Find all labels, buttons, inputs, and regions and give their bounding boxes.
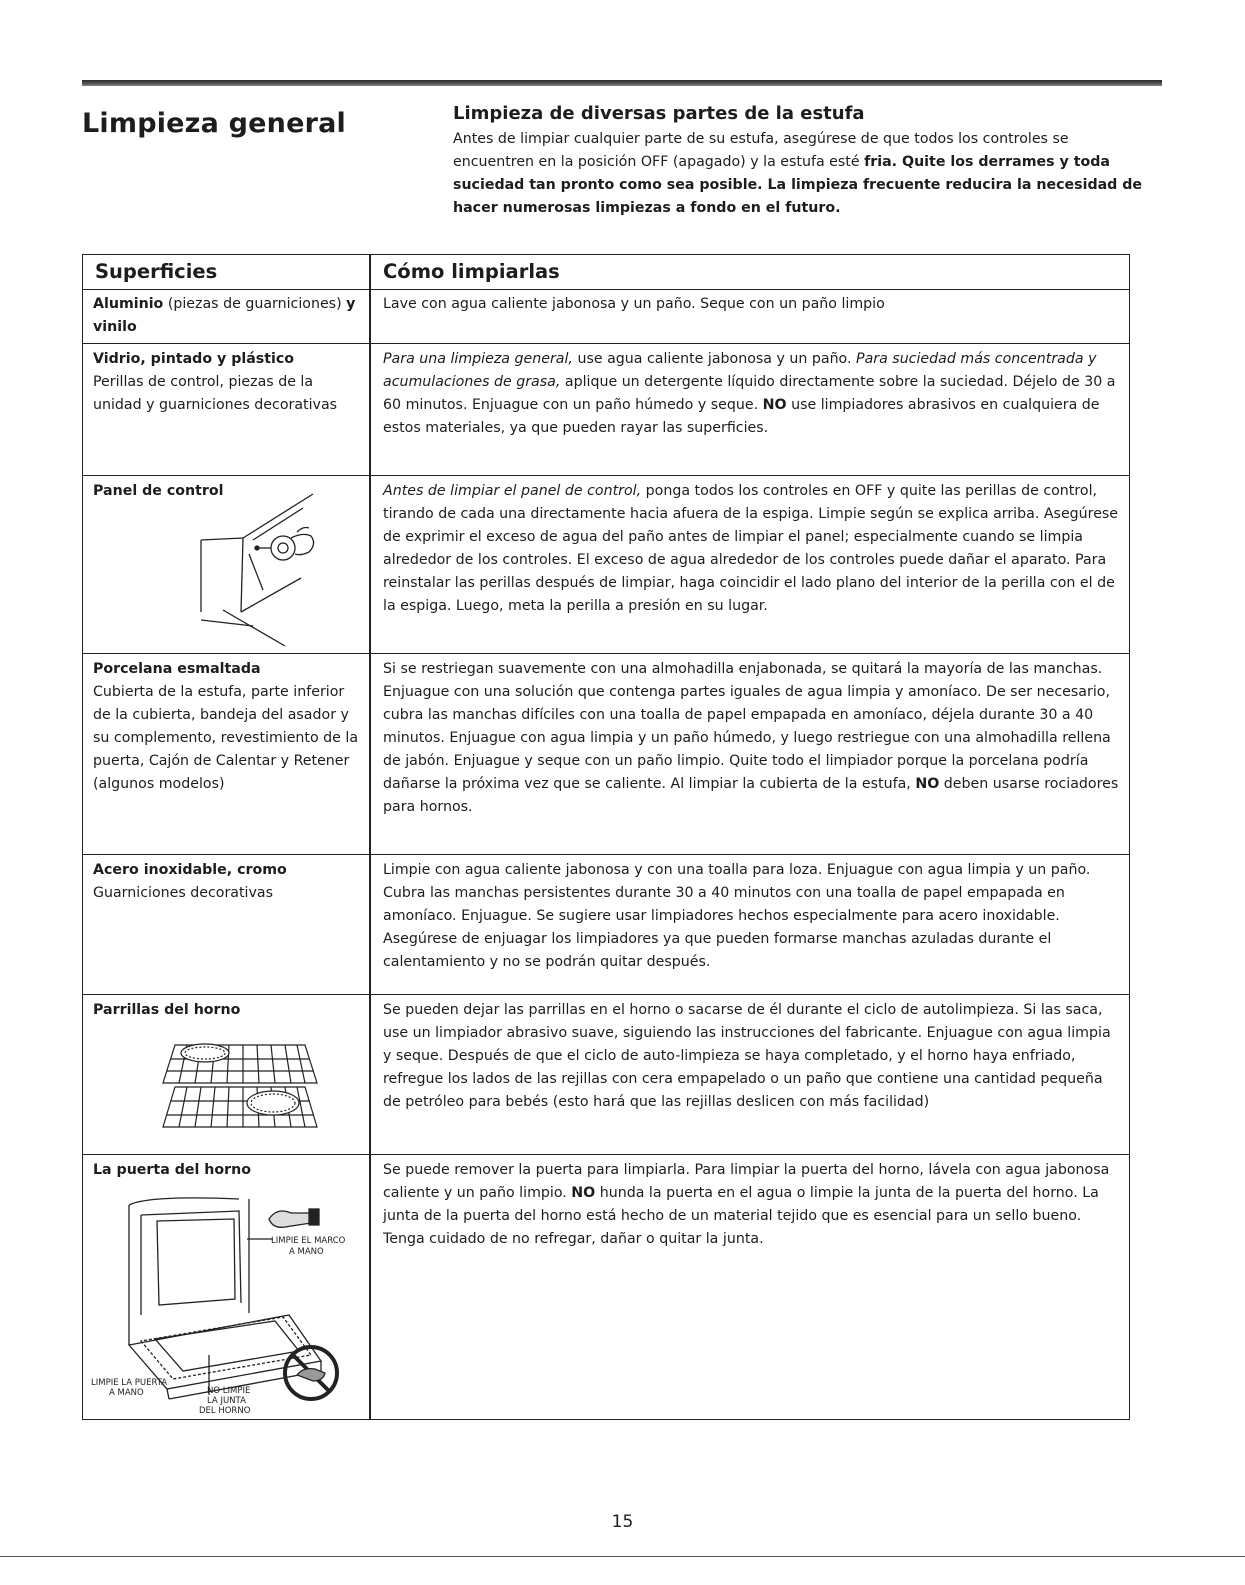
label-clean-door-1: LIMPIE LA PUERTA	[91, 1378, 168, 1388]
instr-text-1: ponga todos los controles en OFF y quite las perillas de control, tirando de cada una directamente hacia afuera de la espiga. Limpie según se explica arriba. Asegúrese de exprimir el exceso de agua del paño antes de limpiar el panel; especialmente cuando se limpia alrededor de los controles. El exceso de agua alrededor de los controles puede dañar el aparato. Para reinstalar las perillas después de limpiar, haga coincidir el lado plano del interior de la perilla con el de la espiga. Luego, meta la perilla a presión en su lugar.	[383, 483, 1119, 614]
surface-title-extra: (piezas de guarniciones)	[163, 296, 347, 312]
table-header	[83, 255, 1129, 290]
instructions-cell: Lave con agua caliente jabonosa y un paño. Seque con un paño limpio	[383, 296, 885, 312]
surface-title: Parrillas del horno	[93, 1002, 241, 1018]
surface-cell	[93, 999, 363, 1022]
instr-bold-no: NO	[571, 1185, 596, 1201]
instr-italic-1: Antes de limpiar el panel de control,	[383, 483, 642, 499]
instructions-cell	[383, 1159, 1121, 1251]
label-clean-frame-1: LIMPIE EL MARCO	[271, 1236, 346, 1246]
label-clean-door-2: A MANO	[109, 1388, 144, 1398]
oven-racks-illustration	[155, 1037, 325, 1137]
label-clean-frame-2: A MANO	[289, 1247, 324, 1257]
top-rule	[82, 80, 1162, 86]
instr-italic-2: Para suciedad más concentrada y acumulaciones de grasa,	[383, 351, 1097, 390]
surface-cell	[93, 1159, 363, 1182]
instr-text-1: use agua caliente jabonosa y un paño.	[572, 351, 857, 367]
label-gasket-3: DEL HORNO	[199, 1406, 251, 1415]
instr-text-1: Si se restriegan suavemente con una almohadilla enjabonada, se quitará la mayoría de las manchas. Enjuague con una solución que contenga partes iguales de agua limpia y amoníaco. De ser necesario, cubra las manchas difíciles con una toalla de papel empapada en amoníaco, déjela durante 30 a 40 minutos. Enjuague con agua limpia y un paño húmedo, y luego restriegue con una almohadilla rellena de jabón. Enjuague y seque con un paño limpio. Quite todo el limpiador porque la porcelana podría dañarse la próxima vez que se caliente. Al limpiar la cubierta de la estufa,	[383, 661, 1111, 792]
surface-subtitle: Perillas de control, piezas de la unidad y guarniciones decorativas	[93, 374, 338, 413]
intro-section	[453, 103, 1153, 220]
instr-italic-1: Para una limpieza general,	[383, 351, 573, 367]
instr-text-3: use limpiadores abrasivos en cualquiera de estos materiales, ya que pueden rayar las superficies.	[383, 397, 1100, 436]
intro-text-bold-cold: fria.	[864, 154, 898, 170]
surface-cell	[93, 348, 363, 417]
control-panel-knob-illustration	[193, 488, 353, 648]
table-row-parrillas	[83, 995, 1129, 1155]
surface-cell	[93, 859, 363, 905]
bottom-rule	[0, 1556, 1245, 1557]
instr-text-2: aplique un detergente líquido directamente sobre la suciedad. Déjelo de 30 a 60 minutos. Enjuague con un paño húmedo y seque.	[383, 374, 1116, 413]
page-number: 15	[611, 1512, 634, 1532]
instr-text-2: hunda la puerta en el agua o limpie la junta de la puerta del horno. La junta de la puerta del horno está hecho de un material tejido que es esencial para un sello bueno. Tenga cuidado de no refregar, dañar o quitar la junta.	[383, 1185, 1099, 1247]
intro-heading: Limpieza de diversas partes de la estufa	[453, 103, 865, 124]
intro-text-plain: Antes de limpiar cualquier parte de su estufa, asegúrese de que todos los controles se encuentren en la posición OFF (apagado) y la estufa esté	[453, 131, 1069, 170]
instr-text-2: deben usarse rociadores para hornos.	[383, 776, 1119, 815]
surface-title-vinyl: y vinilo	[93, 296, 356, 335]
surface-cell	[93, 293, 363, 339]
intro-text-bold-warning: Quite los derrames y toda suciedad tan pronto como sea posible. La limpieza frecuente reducira la necesidad de hacer numerosas limpiezas a fondo en el futuro.	[453, 154, 1143, 216]
instructions-cell	[383, 658, 1121, 819]
instructions-cell: Limpie con agua caliente jabonosa y con una toalla para loza. Enjuague con agua limpia y un paño. Cubra las manchas persistentes durante 30 a 40 minutos con una toalla de papel empapada en amoníaco. Enjuague. Se sugiere usar limpiadores hechos especialmente para acero inoxidable. Asegúrese de enjuagar los limpiadores ya que pueden formarse manchas azuladas durante el calentamiento y no se podrán quitar después.	[383, 862, 1091, 970]
surface-title: Vidrio, pintado y plástico	[93, 351, 295, 367]
instr-text-1: Se puede remover la puerta para limpiarla. Para limpiar la puerta del horno, lávela con agua jabonosa caliente y un paño limpio.	[383, 1162, 1110, 1201]
surface-title: Panel de control	[93, 483, 224, 499]
cleaning-table	[82, 254, 1130, 1420]
surface-title: Aluminio	[93, 296, 164, 312]
header-surfaces: Superficies	[95, 260, 218, 283]
instructions-cell: Se pueden dejar las parrillas en el horno o sacarse de él durante el ciclo de autolimpieza. Si las saca, use un limpiador abrasivo suave, siguiendo las instrucciones del fabricante. Enjuague con agua limpia y seque. Después de que el ciclo de auto-limpieza se haya completado, y el horno haya enfriado, refregue los lados de las rejillas con cera empapelado o un paño que contiene una cantidad pequeña de petróleo para bebés (esto hará que las rejillas deslicen con más facilidad)	[383, 1002, 1111, 1110]
intro-text	[453, 128, 1153, 220]
instr-bold-no: NO	[915, 776, 940, 792]
label-gasket-2: LA JUNTA	[207, 1396, 246, 1406]
page-title: Limpieza general	[82, 108, 346, 139]
instr-bold-no: NO	[762, 397, 787, 413]
surface-subtitle: Guarniciones decorativas	[93, 885, 273, 901]
label-gasket-1: NO LIMPIE	[207, 1386, 251, 1396]
surface-subtitle: Cubierta de la estufa, parte inferior de la cubierta, bandeja del asador y su complemento, revestimiento de la puerta, Cajón de Calentar y Retener (algunos modelos)	[93, 684, 359, 792]
table-row-panel-control	[83, 476, 1129, 654]
table-row-puerta-horno	[83, 1155, 1129, 1419]
table-row-vidrio	[83, 344, 1129, 476]
surface-cell	[93, 658, 363, 796]
header-how-to-clean: Cómo limpiarlas	[383, 260, 560, 283]
surface-title: Acero inoxidable, cromo	[93, 862, 287, 878]
oven-door-illustration	[89, 1195, 369, 1415]
table-row-acero	[83, 855, 1129, 995]
table-row-porcelana	[83, 654, 1129, 855]
instructions-cell	[383, 480, 1121, 618]
instructions-cell	[383, 348, 1121, 440]
surface-title: Porcelana esmaltada	[93, 661, 261, 677]
surface-title: La puerta del horno	[93, 1162, 251, 1178]
table-row-aluminio	[83, 289, 1129, 344]
